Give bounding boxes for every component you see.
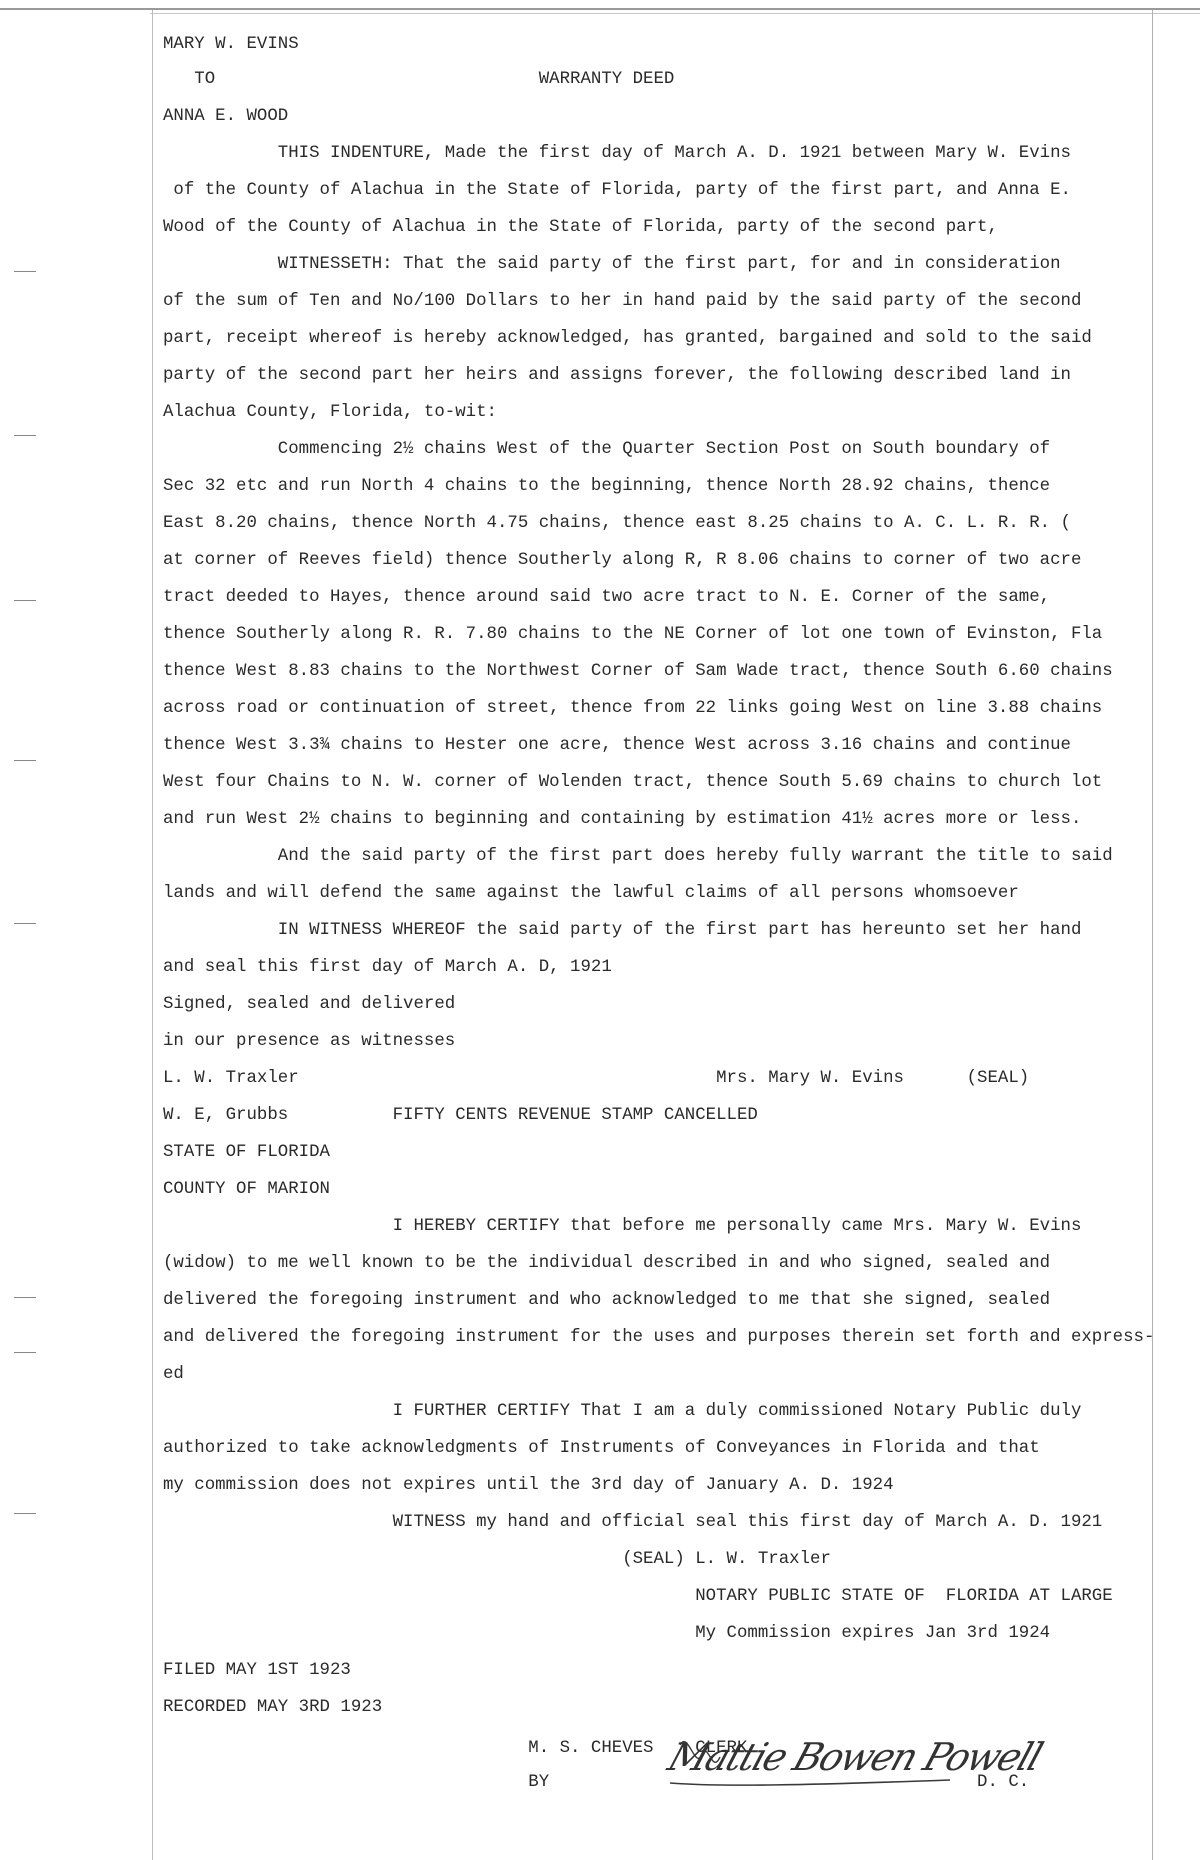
indenture-line: THIS INDENTURE, Made the first day of March A. D. 1921 between Mary W. Evins <box>163 144 1071 163</box>
margin-tick <box>14 271 36 272</box>
signed-sealed-line: Signed, sealed and delivered <box>163 995 456 1014</box>
legal-description-line: thence Southerly along R. R. 7.80 chains to the NE Corner of lot one town of Evinston, Fla <box>163 625 1103 644</box>
top-border-line-secondary <box>150 13 1200 14</box>
top-border-line <box>0 8 1200 10</box>
margin-tick <box>14 923 36 924</box>
left-margin-rule <box>152 10 153 1860</box>
legal-description-line: tract deeded to Hayes, thence around said two acre tract to N. E. Corner of the same, <box>163 588 1051 607</box>
body-line: of the sum of Ten and No/100 Dollars to her in hand paid by the said party of the second <box>163 292 1082 311</box>
deed-title-line: TO WARRANTY DEED <box>163 70 675 89</box>
notary-title-line: NOTARY PUBLIC STATE OF FLORIDA AT LARGE <box>163 1587 1113 1606</box>
notary-witness-line: WITNESS my hand and official seal this first day of March A. D. 1921 <box>163 1513 1103 1532</box>
recorded-date: RECORDED MAY 3RD 1923 <box>163 1698 383 1717</box>
body-line: party of the second part her heirs and assigns forever, the following described land in <box>163 366 1071 385</box>
margin-tick <box>14 600 36 601</box>
clerk-line: M. S. CHEVES CLERK <box>163 1739 748 1758</box>
margin-tick <box>14 435 36 436</box>
margin-tick <box>14 1352 36 1353</box>
in-witness-line: and seal this first day of March A. D, 1921 <box>163 958 612 977</box>
witnesseth-line: WITNESSETH: That the said party of the first part, for and in consideration <box>163 255 1061 274</box>
legal-description-line: across road or continuation of street, thence from 22 links going West on line 3.88 chains <box>163 699 1103 718</box>
body-line: Wood of the County of Alachua in the State of Florida, party of the second part, <box>163 218 998 237</box>
filed-date: FILED MAY 1ST 1923 <box>163 1661 351 1680</box>
warranty-line: And the said party of the first part does hereby fully warrant the title to said <box>163 847 1113 866</box>
venue-state: STATE OF FLORIDA <box>163 1143 330 1162</box>
venue-county: COUNTY OF MARION <box>163 1180 330 1199</box>
notary-certify-line: authorized to take acknowledgments of Instruments of Conveyances in Florida and that <box>163 1439 1040 1458</box>
deputy-clerk-signature: Mattie Bowen Powell <box>662 1735 1047 1779</box>
legal-description-line: at corner of Reeves field) thence Southerly along R, R 8.06 chains to corner of two acre <box>163 551 1082 570</box>
presence-line: in our presence as witnesses <box>163 1032 456 1051</box>
deputy-clerk-line: BY D. C. <box>163 1773 1030 1792</box>
warranty-line: lands and will defend the same against the lawful claims of all persons whomsoever <box>163 884 1019 903</box>
body-line: Alachua County, Florida, to-wit: <box>163 403 497 422</box>
margin-tick <box>14 1513 36 1514</box>
acknowledgment-line: and delivered the foregoing instrument for the uses and purposes therein set forth and express- <box>163 1328 1155 1347</box>
legal-description-line: East 8.20 chains, thence North 4.75 chains, thence east 8.25 chains to A. C. L. R. R. ( <box>163 514 1071 533</box>
margin-tick <box>14 1297 36 1298</box>
acknowledgment-line: delivered the foregoing instrument and who acknowledged to me that she signed, sealed <box>163 1291 1051 1310</box>
grantee-name: ANNA E. WOOD <box>163 107 289 126</box>
body-line: part, receipt whereof is hereby acknowledged, has granted, bargained and sold to the said <box>163 329 1092 348</box>
legal-description-line: thence West 3.3¾ chains to Hester one acre, thence West across 3.16 chains and continue <box>163 736 1071 755</box>
notary-commission-line: My Commission expires Jan 3rd 1924 <box>163 1624 1051 1643</box>
legal-description-line: thence West 8.83 chains to the Northwest Corner of Sam Wade tract, thence South 6.60 chains <box>163 662 1113 681</box>
legal-description-line: Sec 32 etc and run North 4 chains to the beginning, thence North 28.92 chains, thence <box>163 477 1051 496</box>
body-line: of the County of Alachua in the State of Florida, party of the first part, and Anna E. <box>163 181 1071 200</box>
signatures-line: L. W. Traxler Mrs. Mary W. Evins (SEAL) <box>163 1069 1030 1088</box>
notary-seal-line: (SEAL) L. W. Traxler <box>163 1550 831 1569</box>
right-margin-rule <box>1152 10 1153 1860</box>
legal-description-line: and run West 2½ chains to beginning and containing by estimation 41½ acres more or less. <box>163 810 1082 829</box>
acknowledgment-line: ed <box>163 1365 184 1384</box>
acknowledgment-line: I HEREBY CERTIFY that before me personally came Mrs. Mary W. Evins <box>163 1217 1082 1236</box>
in-witness-line: IN WITNESS WHEREOF the said party of the first part has hereunto set her hand <box>163 921 1082 940</box>
revenue-stamp-line: W. E, Grubbs FIFTY CENTS REVENUE STAMP CANCELLED <box>163 1106 758 1125</box>
grantor-name: MARY W. EVINS <box>163 35 299 54</box>
legal-description-line: West four Chains to N. W. corner of Wolenden tract, thence South 5.69 chains to church lot <box>163 773 1103 792</box>
acknowledgment-line: (widow) to me well known to be the individual described in and who signed, sealed and <box>163 1254 1051 1273</box>
margin-tick <box>14 760 36 761</box>
notary-certify-line: I FURTHER CERTIFY That I am a duly commissioned Notary Public duly <box>163 1402 1082 1421</box>
legal-description-line: Commencing 2½ chains West of the Quarter Section Post on South boundary of <box>163 440 1051 459</box>
notary-certify-line: my commission does not expires until the 3rd day of January A. D. 1924 <box>163 1476 894 1495</box>
